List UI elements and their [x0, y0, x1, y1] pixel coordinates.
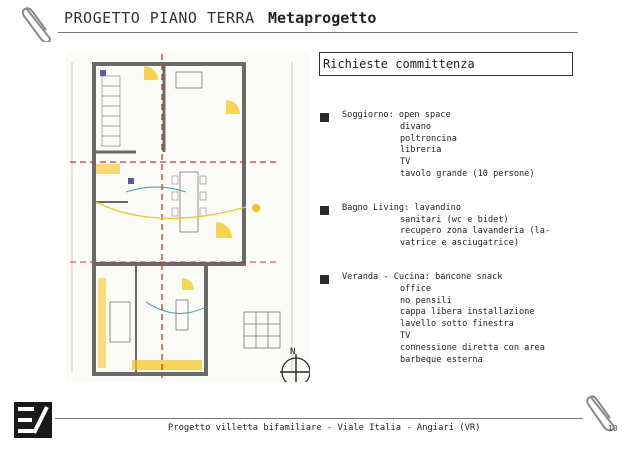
- request-line: cappa libera installazione: [400, 307, 535, 318]
- request-line: barbeque esterna: [400, 354, 483, 365]
- request-item-soggiorno: [320, 110, 620, 181]
- request-line: recupero zona lavanderia (la-: [400, 226, 551, 237]
- request-line: connessione diretta con area: [400, 342, 545, 353]
- request-line: tavolo grande (10 persone): [400, 168, 535, 179]
- footer-text: Progetto villetta bifamiliare - Viale Italia - Angiari (VR): [168, 423, 481, 433]
- request-line: TV: [400, 330, 411, 341]
- header-divider: [58, 32, 578, 33]
- bullet-icon: [320, 113, 329, 122]
- request-item-veranda: [320, 272, 620, 366]
- bullet-icon: [320, 206, 329, 215]
- request-title: Bagno Living: lavandino: [342, 202, 461, 213]
- request-line: libreria: [400, 145, 442, 156]
- requests-title: Richieste committenza: [319, 52, 573, 76]
- request-line: vatrice e asciugatrice): [400, 238, 519, 249]
- request-title: Soggiorno: open space: [342, 110, 451, 120]
- request-line: divano: [400, 121, 432, 132]
- request-line: sanitari (wc e bidet): [400, 214, 509, 225]
- request-title: Veranda - Cucina: bancone snack: [342, 271, 503, 282]
- request-line: TV: [400, 157, 411, 168]
- footer-divider: [55, 418, 583, 419]
- paperclip-icon: [18, 2, 58, 42]
- request-line: no pensili: [400, 295, 452, 306]
- request-line: office: [400, 283, 432, 294]
- page-title: PROGETTO PIANO TERRA: [64, 9, 255, 27]
- request-item-bagno: [320, 203, 620, 250]
- north-label: N: [290, 347, 296, 357]
- request-line: poltroncina: [400, 133, 457, 144]
- page-number: 10: [608, 424, 618, 433]
- floor-plan-drawing: [66, 52, 310, 382]
- page-subtitle: Metaprogetto: [268, 9, 377, 27]
- requests-list: [320, 110, 620, 378]
- studio-logo-icon: [14, 402, 52, 438]
- request-line: lavello sotto finestra: [400, 319, 514, 330]
- bullet-icon: [320, 275, 329, 284]
